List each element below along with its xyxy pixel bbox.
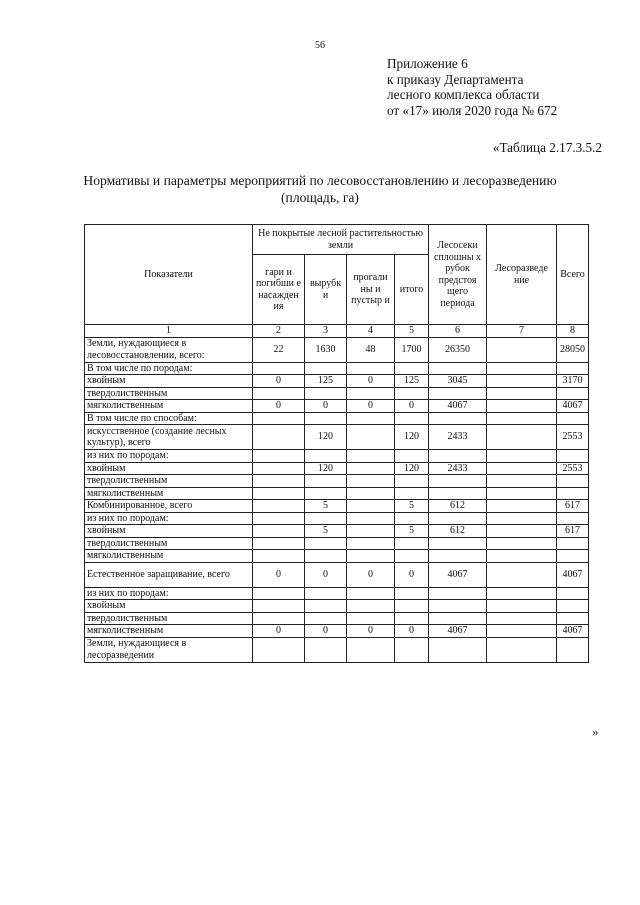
appendix-line: лесного комплекса области [387, 87, 540, 102]
cell-value [429, 487, 487, 500]
cell-value: 22 [253, 337, 305, 362]
cell-value [557, 362, 589, 375]
cell-value [253, 362, 305, 375]
cell-value [429, 537, 487, 550]
cell-value [253, 612, 305, 625]
cell-value [305, 387, 347, 400]
cell-value: 5 [305, 500, 347, 513]
column-number: 6 [429, 325, 487, 338]
table-row [85, 600, 589, 613]
column-number: 8 [557, 325, 589, 338]
cell-value [557, 475, 589, 488]
cell-value [395, 537, 429, 550]
cell-value: 0 [305, 400, 347, 413]
row-label: твердолиственным [85, 537, 253, 550]
cell-value: 0 [347, 625, 395, 638]
row-label: твердолиственным [85, 612, 253, 625]
table-row [85, 375, 589, 388]
cell-value [253, 637, 305, 662]
cell-value [395, 512, 429, 525]
cell-value [395, 412, 429, 425]
header-burned: гари и погибши е насажден ия [253, 255, 305, 325]
cell-value [557, 550, 589, 563]
cell-value: 4067 [429, 400, 487, 413]
cell-value [253, 462, 305, 475]
cell-value [253, 425, 305, 450]
cell-value: 0 [305, 562, 347, 587]
row-label: Земли, нуждающиеся в лесоразведении [85, 637, 253, 662]
cell-value: 1630 [305, 337, 347, 362]
cell-value [557, 387, 589, 400]
table-row [85, 612, 589, 625]
header-indicators: Показатели [85, 225, 253, 325]
cell-value [305, 412, 347, 425]
cell-value [429, 412, 487, 425]
cell-value [305, 600, 347, 613]
appendix-line: от «17» июля 2020 года № 672 [387, 102, 558, 118]
cell-value: 120 [395, 425, 429, 450]
row-label: Земли, нуждающиеся в лесовосстановлении, всего: [85, 337, 253, 362]
cell-value: 120 [305, 462, 347, 475]
row-label: Естественное заращивание, всего [85, 562, 253, 587]
row-label: хвойным [85, 600, 253, 613]
cell-value [487, 600, 557, 613]
header-afforestation: Лесоразведе ние [487, 225, 557, 325]
table-row [85, 425, 589, 450]
cell-value [429, 637, 487, 662]
cell-value [487, 462, 557, 475]
table-row [85, 587, 589, 600]
cell-value [487, 562, 557, 587]
table-row [85, 550, 589, 563]
table-row [85, 487, 589, 500]
header-glades: прогали ны и пустыр и [347, 255, 395, 325]
cell-value [429, 587, 487, 600]
cell-value: 0 [253, 400, 305, 413]
table-row [85, 525, 589, 538]
cell-value [305, 512, 347, 525]
cell-value [429, 475, 487, 488]
cell-value: 1700 [395, 337, 429, 362]
cell-value [253, 537, 305, 550]
cell-value: 2553 [557, 425, 589, 450]
cell-value [487, 412, 557, 425]
cell-value [487, 525, 557, 538]
cell-value [395, 600, 429, 613]
cell-value [487, 375, 557, 388]
appendix-line: Приложение 6 [387, 56, 468, 71]
cell-value [253, 525, 305, 538]
cell-value [557, 587, 589, 600]
cell-value [395, 387, 429, 400]
cell-value: 612 [429, 525, 487, 538]
cell-value: 2433 [429, 425, 487, 450]
cell-value: 4067 [429, 625, 487, 638]
cell-value: 26350 [429, 337, 487, 362]
cell-value [487, 550, 557, 563]
cell-value [487, 625, 557, 638]
cell-value: 2433 [429, 462, 487, 475]
cell-value: 0 [347, 562, 395, 587]
column-number: 5 [395, 325, 429, 338]
cell-value: 0 [395, 400, 429, 413]
row-label: Комбинированное, всего [85, 500, 253, 513]
cell-value [429, 362, 487, 375]
table-row [85, 400, 589, 413]
cell-value: 28050 [557, 337, 589, 362]
cell-value [253, 387, 305, 400]
row-label: мягколиственным [85, 625, 253, 638]
cell-value [395, 612, 429, 625]
table-row [85, 475, 589, 488]
cell-value [487, 637, 557, 662]
cell-value [347, 637, 395, 662]
table-row [85, 337, 589, 362]
cell-value [487, 512, 557, 525]
cell-value [487, 387, 557, 400]
cell-value [429, 450, 487, 463]
cell-value [347, 600, 395, 613]
appendix-block [387, 56, 557, 118]
column-number: 7 [487, 325, 557, 338]
cell-value [253, 487, 305, 500]
cell-value [395, 587, 429, 600]
cell-value: 0 [395, 562, 429, 587]
row-label: мягколиственным [85, 487, 253, 500]
cell-value: 617 [557, 525, 589, 538]
cell-value [487, 362, 557, 375]
cell-value [347, 462, 395, 475]
row-label: из них по породам: [85, 512, 253, 525]
header-all: Всего [557, 225, 589, 325]
cell-value: 125 [305, 375, 347, 388]
page-number: 56 [315, 40, 325, 51]
cell-value: 0 [253, 562, 305, 587]
cell-value [487, 425, 557, 450]
table-row [85, 462, 589, 475]
cell-value [487, 475, 557, 488]
cell-value [253, 587, 305, 600]
cell-value: 3170 [557, 375, 589, 388]
cell-value [305, 450, 347, 463]
table-row [85, 637, 589, 662]
cell-value: 120 [395, 462, 429, 475]
cell-value: 5 [305, 525, 347, 538]
cell-value [253, 512, 305, 525]
cell-value [395, 487, 429, 500]
cell-value [347, 612, 395, 625]
cell-value [557, 600, 589, 613]
row-label: из них по породам: [85, 587, 253, 600]
cell-value [347, 387, 395, 400]
header-not-covered-lands: Не покрытые лесной растительностью земли [253, 225, 429, 255]
cell-value: 48 [347, 337, 395, 362]
table-row [85, 362, 589, 375]
cell-value [395, 550, 429, 563]
cell-value [347, 525, 395, 538]
table-row [85, 562, 589, 587]
cell-value [557, 637, 589, 662]
cell-value [253, 500, 305, 513]
header-cut: вырубк и [305, 255, 347, 325]
cell-value [395, 475, 429, 488]
closing-quote: » [592, 724, 599, 739]
cell-value [487, 450, 557, 463]
cell-value: 0 [347, 375, 395, 388]
header-clearcuts: Лесосеки сплошны х рубок предстоя щего периода [429, 225, 487, 325]
cell-value [305, 637, 347, 662]
cell-value [347, 550, 395, 563]
cell-value [347, 362, 395, 375]
cell-value [429, 600, 487, 613]
cell-value [253, 412, 305, 425]
cell-value [347, 487, 395, 500]
cell-value: 0 [253, 375, 305, 388]
row-label: твердолиственным [85, 475, 253, 488]
cell-value [347, 412, 395, 425]
cell-value [487, 337, 557, 362]
column-numbers-row [85, 325, 589, 338]
norms-table [84, 224, 589, 663]
row-label: хвойным [85, 375, 253, 388]
cell-value: 4067 [429, 562, 487, 587]
column-number: 4 [347, 325, 395, 338]
cell-value [487, 612, 557, 625]
cell-value [429, 612, 487, 625]
table-row [85, 537, 589, 550]
table-label: «Таблица 2.17.3.5.2 [492, 140, 602, 155]
cell-value: 0 [347, 400, 395, 413]
row-label: В том числе по породам: [85, 362, 253, 375]
cell-value [347, 512, 395, 525]
table-row [85, 412, 589, 425]
cell-value: 617 [557, 500, 589, 513]
cell-value [347, 537, 395, 550]
cell-value: 2553 [557, 462, 589, 475]
cell-value [347, 450, 395, 463]
column-number: 2 [253, 325, 305, 338]
cell-value [487, 487, 557, 500]
cell-value [305, 362, 347, 375]
cell-value [305, 487, 347, 500]
row-label: хвойным [85, 462, 253, 475]
table-row [85, 512, 589, 525]
cell-value: 120 [305, 425, 347, 450]
cell-value [347, 587, 395, 600]
cell-value [557, 450, 589, 463]
row-label: из них по породам: [85, 450, 253, 463]
cell-value [253, 450, 305, 463]
cell-value [347, 425, 395, 450]
cell-value [487, 537, 557, 550]
cell-value [305, 537, 347, 550]
cell-value: 5 [395, 500, 429, 513]
cell-value [395, 362, 429, 375]
cell-value [305, 550, 347, 563]
cell-value [487, 500, 557, 513]
appendix-line: к приказу Департамента [387, 71, 524, 87]
cell-value: 4067 [557, 400, 589, 413]
cell-value [347, 500, 395, 513]
cell-value [487, 587, 557, 600]
row-label: мягколиственным [85, 550, 253, 563]
table-row [85, 500, 589, 513]
cell-value [557, 612, 589, 625]
row-label: искусственное (создание лесных культур), всего [85, 425, 253, 450]
table-row [85, 450, 589, 463]
column-number: 1 [85, 325, 253, 338]
row-label: В том числе по способам: [85, 412, 253, 425]
cell-value [253, 475, 305, 488]
row-label: мягколиственным [85, 400, 253, 413]
cell-value: 3045 [429, 375, 487, 388]
cell-value [487, 400, 557, 413]
cell-value [253, 550, 305, 563]
cell-value: 0 [253, 625, 305, 638]
cell-value [557, 512, 589, 525]
table-row [85, 625, 589, 638]
cell-value [557, 537, 589, 550]
cell-value [429, 512, 487, 525]
cell-value [429, 550, 487, 563]
table-row [85, 387, 589, 400]
document-title: Нормативы и параметры мероприятий по лесовосстановлению и лесоразведению (площадь, га) [83, 173, 557, 205]
cell-value [305, 612, 347, 625]
cell-value [557, 487, 589, 500]
cell-value [429, 387, 487, 400]
cell-value [395, 450, 429, 463]
cell-value [305, 475, 347, 488]
column-number: 3 [305, 325, 347, 338]
cell-value: 612 [429, 500, 487, 513]
header-total: итого [395, 255, 429, 325]
cell-value [557, 412, 589, 425]
cell-value: 0 [395, 625, 429, 638]
cell-value [305, 587, 347, 600]
cell-value: 125 [395, 375, 429, 388]
cell-value: 5 [395, 525, 429, 538]
row-label: хвойным [85, 525, 253, 538]
cell-value [395, 637, 429, 662]
cell-value: 0 [305, 625, 347, 638]
row-label: твердолиственным [85, 387, 253, 400]
cell-value [347, 475, 395, 488]
cell-value: 4067 [557, 562, 589, 587]
cell-value [253, 600, 305, 613]
cell-value: 4067 [557, 625, 589, 638]
